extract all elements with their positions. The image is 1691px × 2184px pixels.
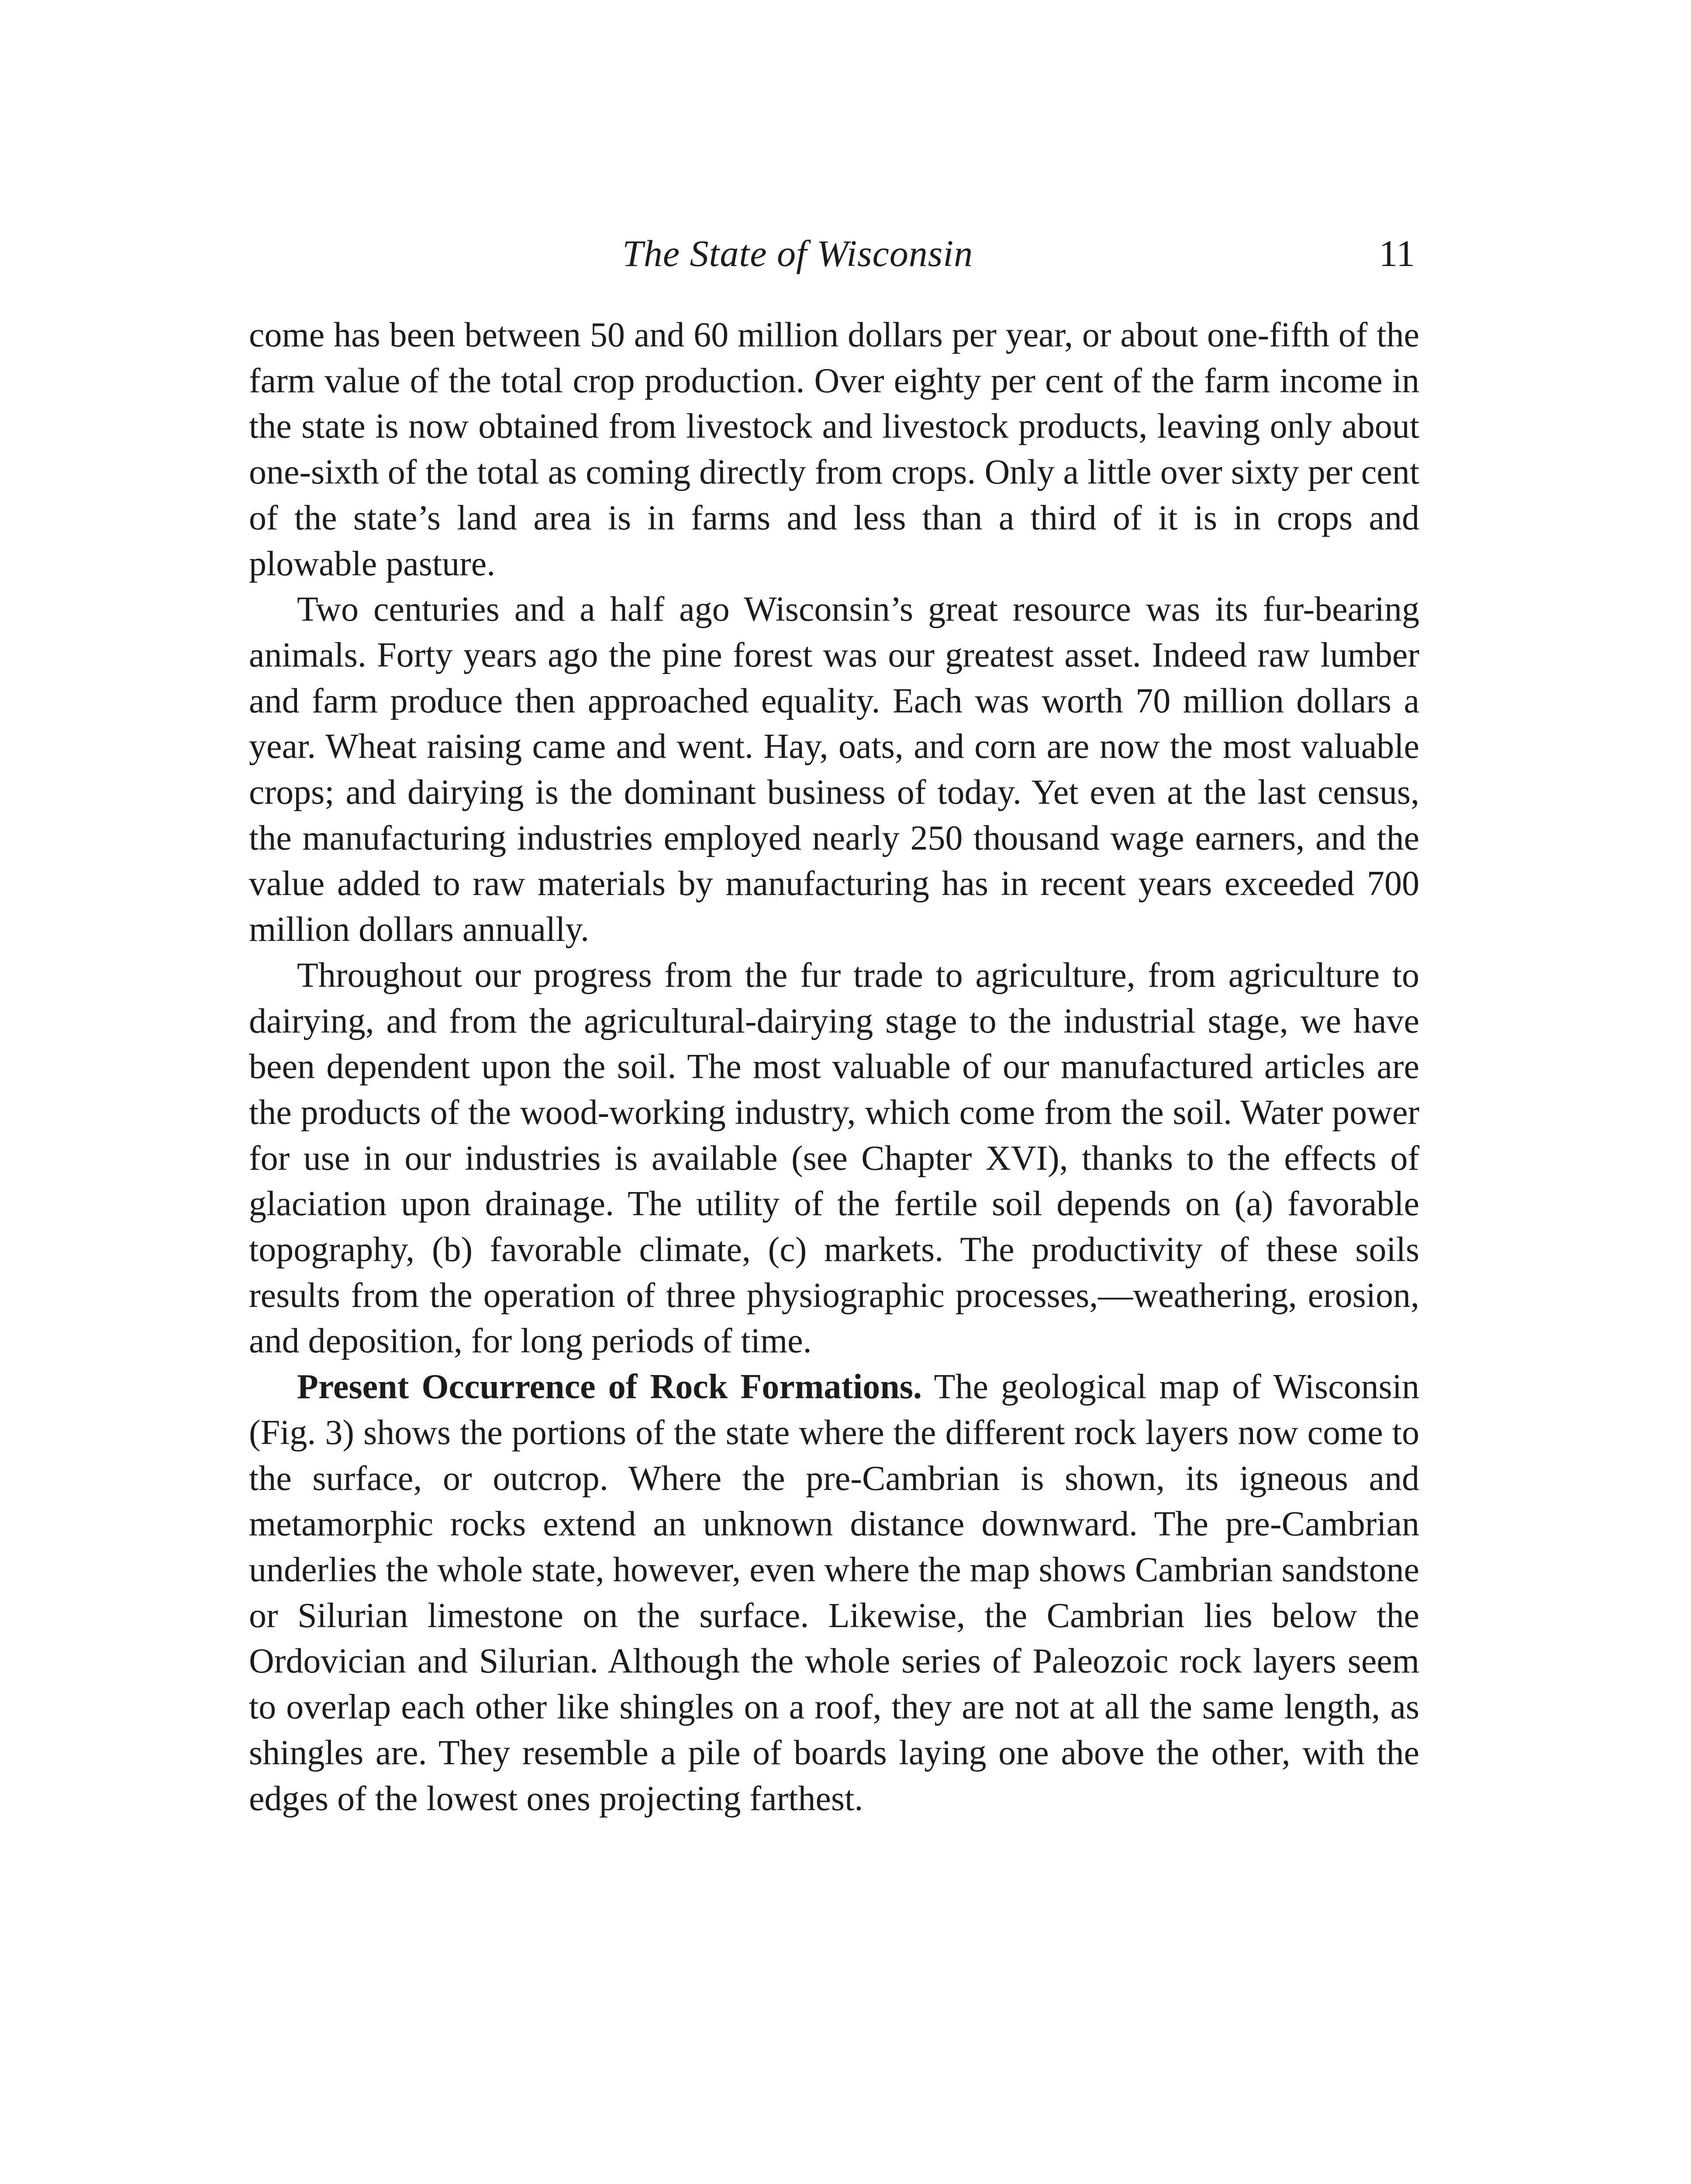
paragraph-2: Two centuries and a half ago Wisconsin’s great resource was its fur-bearing animals. Forty years ago the pine forest was our greatest asset. Indeed raw lumber and farm produce then approached equality. Each was worth 70 million dollars a year. Wheat raising came and went. Hay, oats, and corn are now the most valuable crops; and dairying is the dominant business of today. Yet even at the last census, the manufacturing industries employed nearly 250 thousand wage earners, and the value added to raw materials by manufacturing has in recent years exceeded 700 million dollars annually. (249, 590, 1419, 949)
paragraph-4 (249, 1364, 1419, 1821)
paragraph-1: come has been between 50 and 60 million dollars per year, or about one-fifth of the farm value of the total crop production. Over eighty per cent of the farm income in the state is now obtained from livestock and livestock products, leaving only about one-sixth of the total as coming directly from crops. Only a little over sixty per cent of the state’s land area is in farms and less than a third of it is in crops and plowable pasture. (249, 316, 1419, 583)
paragraph-4-text: The geological map of Wisconsin (Fig. 3) shows the portions of the state where the different rock layers now come to the surface, or outcrop. Where the pre-Cambrian is shown, its igneous and metamorphic rocks extend an unknown distance downward. The pre-Cambrian underlies the whole state, however, even where the map shows Cambrian sandstone or Silurian limestone on the surface. Likewise, the Cambrian lies below the Ordovician and Silurian. Although the whole series of Paleozoic rock layers seem to overlap each other like shingles on a roof, they are not at all the same length, as shingles are. They resemble a pile of boards laying one above the other, with the edges of the lowest ones projecting farthest. (249, 1368, 1420, 1818)
running-title: The State of Wisconsin (622, 232, 973, 274)
paragraph-3: Throughout our progress from the fur trade to agriculture, from agriculture to dairying, and from the agricultural-dairying stage to the industrial stage, we have been dependent upon the soil. The most valuable of our manufactured articles are the products of the wood-working industry, which come from the soil. Water power for use in our industries is available (see Chapter XVI), thanks to the effects of glaciation upon drainage. The utility of the fertile soil depends on (a) favorable topography, (b) favorable climate, (c) markets. The productivity of these soils results from the operation of three physiographic processes,—weathering, erosion, and deposition, for long periods of time. (249, 956, 1419, 1361)
page-number: 11 (1379, 232, 1415, 274)
section-heading: Present Occurrence of Rock Formations. (297, 1368, 922, 1406)
running-header (249, 229, 1415, 277)
body-text (249, 312, 1419, 1821)
